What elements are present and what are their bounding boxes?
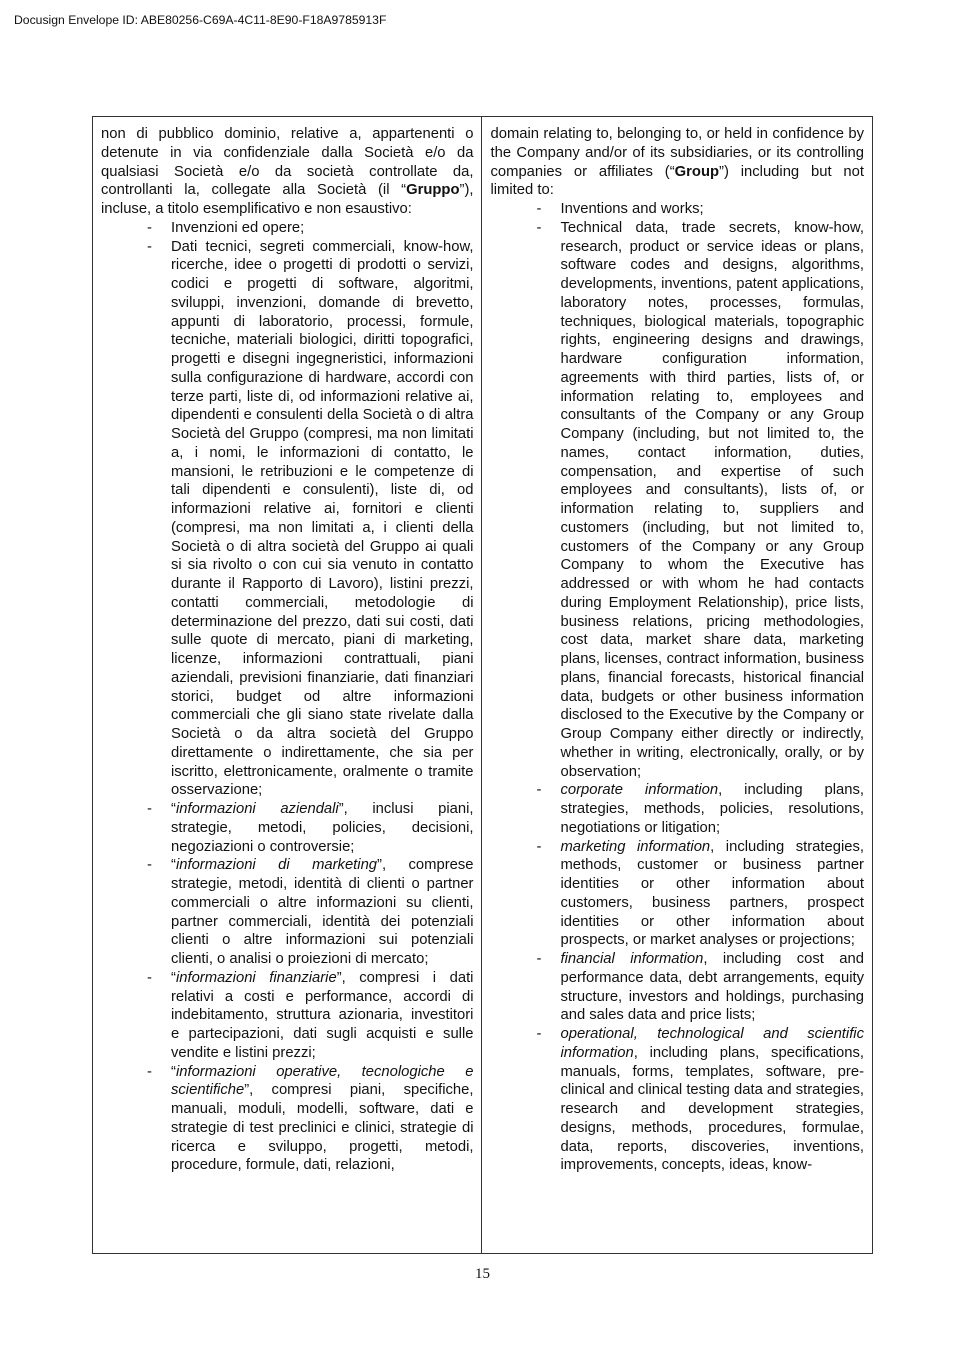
quote-open: “ [171, 1063, 176, 1080]
italic-term: informazioni finanziarie [175, 969, 337, 986]
quote-open: “ [171, 801, 176, 817]
list-dash: - [147, 219, 152, 236]
list-dash: - [536, 201, 542, 217]
italian-list [101, 219, 473, 1175]
list-dash: - [147, 1063, 152, 1080]
list-item-text: Technical data, trade secrets, know-how, research, product or service ideas or plans, software codes and designs, algorithms, developments, inventions, patent applications, laboratory notes, processes, formulas, techniques, biological materials, topographic rights, engineering designs and drawings, hardware configuration information, agreements with third parties, lists of, or information relating to, employees and consultants of the Company or any Group Company (including, but not limited to, the names, contact information, duties, compensation, and expertise of such employees and consultants), lists of, or information relating to, suppliers and customers (including, but not limited to, customers of the Company or any Group Company to whom the Executive has addressed or with whom he had contacts during Employment Relationship), price lists, business relations, pricing methodologies, cost data, market share data, marketing plans, licenses, contract information, business plans, financial forecasts, historical financial data, budgets or other business information disclosed to the Executive by the Company or Group Company either directly or indirectly, whether in writing, electronically, orally, or by observation; [560, 219, 864, 780]
list-item [536, 219, 864, 782]
docusign-envelope-id: Docusign Envelope ID: ABE80256-C69A-4C11-8E90-F18A9785913F [14, 13, 387, 27]
list-dash: - [147, 238, 152, 255]
list-dash: - [147, 801, 152, 817]
list-dash: - [147, 969, 152, 986]
list-item-text: Dati tecnici, segreti commerciali, know-how, ricerche, idee o progetti di prodotti o servizi, codici e progetti di software, algoritmi, sviluppi, invenzioni, domande di brevetto, appunti di laboratorio, processi, formule, tecniche, materiali biologici, diritti topografici, progetti e disegni ingegneristici, informazioni sulla configurazione di hardware, accordi con terze parti, liste di, od informazioni relative ai, dipendenti e consulenti della Società o di altra Società del Gruppo (compresi, ma non limitati a, i nomi, le informazioni di contatto, le mansioni, le retribuzioni e le competenze di tali dipendenti e consulenti), liste di, od informazioni relative ai, fornitori e clienti (compresi, ma non limitati a, i clienti della Società o di altra società del Gruppo ai quali si sia rivolto o con cui sia venuto in contatto durante il Rapporto di Lavoro), listini prezzi, contatti commerciali, metodologie di determinazione del prezzo, dati sui costi, dati sulle quote di mercato, piani di marketing, licenze, informazioni contrattuali, piani aziendali, previsioni finanziarie, dati finanziari storici, budget od altre informazioni commerciali che gli siano state rivelate dalla Società o da altra società del Gruppo direttamente o indirettamente, che sia per iscritto, elettronicamente, oralmente o tramite osservazione; [171, 238, 474, 799]
list-item [536, 1025, 864, 1175]
list-dash: - [536, 219, 542, 236]
quote-open: “ [171, 969, 176, 986]
list-item-text: Inventions and works; [560, 201, 704, 217]
list-item-text: ”, compresi i dati relativi a costi e performance, accordi di indebitamento, struttura azionaria, investitori e partecipazioni, dati sugli acquisti e sulle vendite e listini prezzi; [171, 969, 474, 1061]
list-dash: - [536, 782, 542, 799]
bilingual-clause-table [92, 116, 873, 1254]
list-item [147, 238, 474, 801]
italic-term: corporate information [560, 782, 719, 799]
list-item [147, 1063, 474, 1176]
english-intro-text-end: ”) including but not limited to: [490, 163, 864, 199]
list-item [536, 200, 864, 219]
italic-term: informazioni di marketing [175, 857, 378, 874]
list-dash: - [536, 1026, 542, 1042]
english-intro-text: domain relating to, belonging to, or held in confidence by the Company and/or of its subsidiaries, or its controlling companies or affiliates (“ [490, 126, 864, 180]
list-item [536, 950, 864, 1025]
list-item [147, 969, 474, 1063]
english-list [490, 200, 864, 1175]
list-item [147, 856, 474, 969]
italian-defined-term-gruppo: Gruppo [406, 182, 460, 199]
italic-term: operational, technological and scientific information [560, 1026, 864, 1061]
italian-intro-text-end: ”), incluse, a titolo esemplificativo e non esaustivo: [101, 182, 474, 217]
list-dash: - [536, 838, 542, 855]
list-item [147, 219, 473, 238]
italian-column [93, 117, 482, 1254]
list-item [147, 800, 474, 856]
english-intro [490, 125, 864, 200]
list-item-text: ”, comprese strategie, metodi, identità di clienti o partner commerciali o altre informazioni su clienti, partner commerciali, identità dei potenziali clienti o altre informazioni sui potenziali clienti, o analisi o proiezioni di mercato; [171, 857, 474, 967]
italic-term: financial information [560, 951, 704, 967]
list-item-text: , including plans, strategies, methods, policies, resolutions, negotiations or litigation; [560, 782, 864, 836]
list-item-text: ”, inclusi piani, strategie, metodi, policies, decisioni, negoziazioni o controversie; [171, 801, 474, 855]
quote-open: “ [171, 857, 176, 874]
list-item-text: Invenzioni ed opere; [171, 219, 305, 236]
list-item [536, 781, 864, 837]
list-item-text: , including cost and performance data, debt arrangements, equity structure, investors and holdings, purchasing and sales data and price lists; [560, 951, 864, 1024]
italic-term: informazioni operative, tecnologiche e scientifiche [171, 1063, 474, 1099]
list-item-text: ”, compresi piani, specifiche, manuali, moduli, modelli, software, dati e strategie di test preclinici e clinici, strategie di ricerca e sviluppo, progetti, metodi, procedure, formule, dati, relazioni, [171, 1082, 474, 1174]
italian-intro [101, 125, 473, 219]
italic-term: marketing information [560, 838, 711, 855]
list-dash: - [536, 951, 542, 967]
list-dash: - [147, 857, 152, 874]
list-item [536, 838, 864, 951]
english-column [482, 117, 873, 1254]
italic-term: informazioni aziendali [175, 801, 339, 817]
english-defined-term-group: Group [674, 163, 720, 180]
list-item-text: , including strategies, methods, customer or business partner identities or other information about customers, business partners, prospect identities or other information about prospects, or market analyses or projections; [560, 838, 864, 949]
page-number: 15 [475, 1266, 490, 1282]
italian-intro-text: non di pubblico dominio, relative a, appartenenti o detenute in via confidenziale dalla Società e/o da qualsiasi Società e/o da società controllate da, controllanti la, collegate alla Società (il “ [101, 126, 474, 199]
list-item-text: , including plans, specifications, manuals, forms, templates, software, pre-clinical and clinical testing data and strategies, research and development strategies, designs, methods, procedures, formulae, data, reports, discoveries, inventions, improvements, concepts, ideas, know- [560, 1044, 864, 1174]
